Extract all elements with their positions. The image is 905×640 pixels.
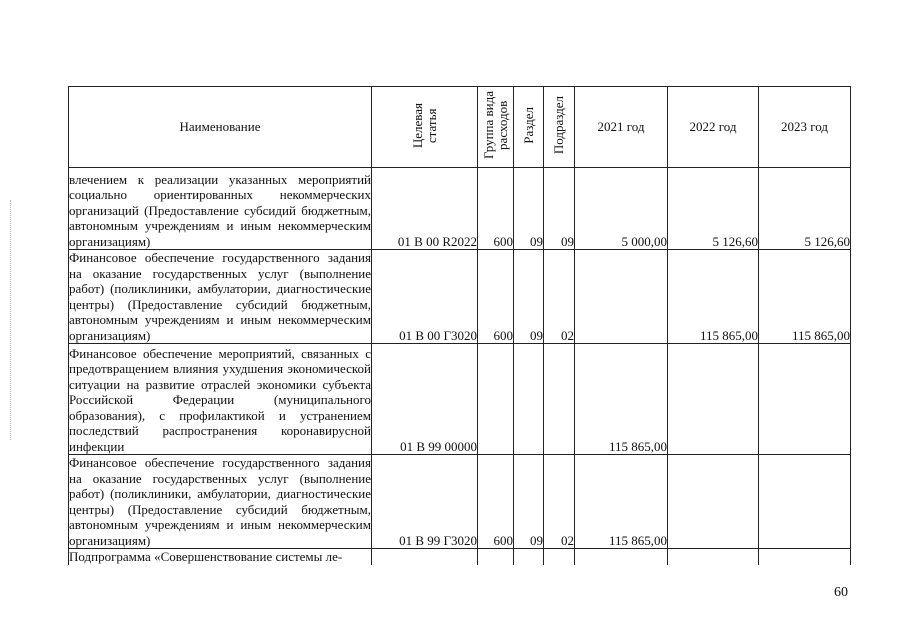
- row-code: 01 В 99 Г3020: [372, 455, 478, 549]
- row-name: влечением к реализации указанных мероприятий социально ориентированных некоммерческих организаций (Предоставление субсидий бюджетным, автономным учреждениям и иным некоммерческим организациям): [69, 168, 372, 250]
- table-row: [69, 549, 851, 565]
- table-row: [69, 168, 851, 250]
- page-number: 60: [834, 585, 848, 600]
- row-code: 01 В 00 R2022: [372, 168, 478, 250]
- header-section: Раздел: [514, 87, 544, 168]
- row-2021: 115 865,00: [575, 344, 668, 455]
- row-subsection: 02: [544, 455, 575, 549]
- row-subsection: [544, 549, 575, 565]
- row-code: 01 В 99 00000: [372, 344, 478, 455]
- row-code: 01 В 00 Г3020: [372, 250, 478, 344]
- row-2023: [759, 455, 851, 549]
- budget-table: [68, 86, 851, 565]
- table-row: [69, 344, 851, 455]
- row-section: 09: [514, 168, 544, 250]
- table-row: [69, 455, 851, 549]
- row-code: [372, 549, 478, 565]
- row-subsection: 02: [544, 250, 575, 344]
- row-group: 600: [478, 250, 514, 344]
- row-section: [514, 549, 544, 565]
- row-section: 09: [514, 455, 544, 549]
- row-2023: 5 126,60: [759, 168, 851, 250]
- table-row: [69, 250, 851, 344]
- table-header-row: [69, 87, 851, 168]
- row-group: 600: [478, 168, 514, 250]
- row-subsection: 09: [544, 168, 575, 250]
- row-group: 600: [478, 455, 514, 549]
- header-target-article: Целевая статья: [372, 87, 478, 168]
- row-2021: [575, 250, 668, 344]
- row-section: [514, 344, 544, 455]
- row-2022: [668, 549, 759, 565]
- row-2021: 5 000,00: [575, 168, 668, 250]
- row-group: [478, 549, 514, 565]
- row-2022: 115 865,00: [668, 250, 759, 344]
- header-expense-group: Группа вида расходов: [478, 87, 514, 168]
- row-section: 09: [514, 250, 544, 344]
- row-2022: [668, 455, 759, 549]
- row-name: Финансовое обеспечение государственного задания на оказание государственных услуг (выполнение работ) (поликлиники, амбулатории, диагностические центры) (Предоставление субсидий бюджетным, автономным учреждениям и иным некоммерческим организациям): [69, 455, 371, 548]
- row-2021: 115 865,00: [575, 455, 668, 549]
- row-name: Финансовое обеспечение мероприятий, связанных с предотвращением влияния ухудшения экономической ситуации на развитие отраслей экономики субъекта Российской Федерации (муниципального образования), с профилактикой и устранением последствий распространения коронавирусной инфекции: [69, 345, 371, 454]
- row-2023: 115 865,00: [759, 250, 851, 344]
- header-2021: 2021 год: [575, 87, 668, 168]
- row-2023: [759, 549, 851, 565]
- header-subsection: Подраздел: [544, 87, 575, 168]
- row-group: [478, 344, 514, 455]
- row-2022: 5 126,60: [668, 168, 759, 250]
- row-2022: [668, 344, 759, 455]
- row-2023: [759, 344, 851, 455]
- header-2022: 2022 год: [668, 87, 759, 168]
- scan-margin-marks: [10, 200, 12, 440]
- row-subsection: [544, 344, 575, 455]
- row-name: Подпрограмма «Совершенствование системы ле-: [69, 549, 372, 565]
- row-2021: [575, 549, 668, 565]
- row-name: Финансовое обеспечение государственного задания на оказание государственных услуг (выполнение работ) (поликлиники, амбулатории, диагностические центры) (Предоставление субсидий бюджетным, автономным учреждениям и иным некоммерческим организациям): [69, 250, 371, 343]
- header-name: Наименование: [69, 87, 372, 168]
- header-2023: 2023 год: [759, 87, 851, 168]
